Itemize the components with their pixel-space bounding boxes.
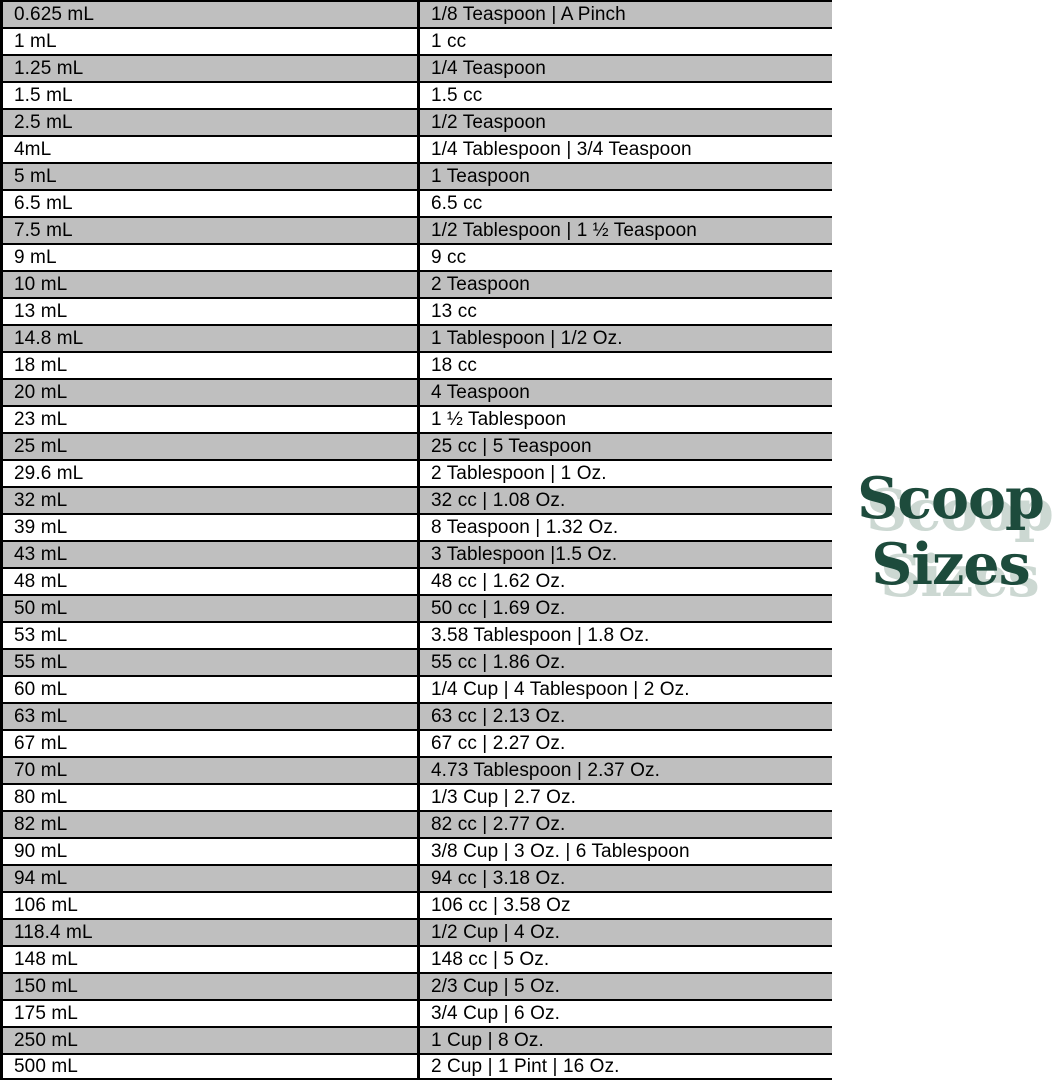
ml-cell: 23 mL [0, 407, 420, 432]
table-row [0, 756, 832, 783]
ml-cell: 10 mL [0, 272, 420, 297]
table-row [0, 135, 832, 162]
ml-cell: 25 mL [0, 434, 420, 459]
ml-cell: 1.25 mL [0, 56, 420, 81]
conversion-cell: 4.73 Tablespoon | 2.37 Oz. [431, 759, 661, 781]
ml-cell: 20 mL [0, 380, 420, 405]
ml-cell: 90 mL [0, 839, 420, 864]
ml-cell: 53 mL [0, 623, 420, 648]
conversion-cell: 2 Cup | 1 Pint | 16 Oz. [431, 1055, 620, 1077]
ml-cell: 48 mL [0, 569, 420, 594]
ml-cell: 175 mL [0, 1001, 420, 1026]
table-row [0, 189, 832, 216]
conversion-cell: 1/2 Tablespoon | 1 ½ Teaspoon [431, 219, 697, 241]
ml-cell: 63 mL [0, 704, 420, 729]
ml-cell: 148 mL [0, 947, 420, 972]
table-row [0, 513, 832, 540]
conversion-cell: 67 cc | 2.27 Oz. [431, 732, 566, 754]
ml-cell: 39 mL [0, 515, 420, 540]
conversion-cell: 32 cc | 1.08 Oz. [431, 489, 566, 511]
ml-cell: 70 mL [0, 758, 420, 783]
table-row [0, 999, 832, 1026]
ml-cell: 0.625 mL [0, 2, 420, 27]
conversion-cell: 1 cc [431, 30, 467, 52]
conversion-cell: 18 cc [431, 354, 477, 376]
table-row [0, 81, 832, 108]
ml-cell: 43 mL [0, 542, 420, 567]
conversion-cell: 106 cc | 3.58 Oz [431, 894, 571, 916]
table-row [0, 783, 832, 810]
ml-cell: 60 mL [0, 677, 420, 702]
table-row [0, 297, 832, 324]
conversion-cell: 1 Cup | 8 Oz. [431, 1029, 544, 1051]
table-row [0, 540, 832, 567]
conversion-cell: 1/4 Tablespoon | 3/4 Teaspoon [431, 138, 692, 160]
ml-cell: 1.5 mL [0, 83, 420, 108]
table-row [0, 0, 832, 27]
ml-cell: 67 mL [0, 731, 420, 756]
ml-cell: 500 mL [0, 1055, 420, 1078]
conversion-cell: 55 cc | 1.86 Oz. [431, 651, 566, 673]
table-row [0, 918, 832, 945]
table-row [0, 405, 832, 432]
conversion-cell: 1/4 Teaspoon [431, 57, 546, 79]
conversion-cell: 1/2 Cup | 4 Oz. [431, 921, 560, 943]
ml-cell: 29.6 mL [0, 461, 420, 486]
conversion-cell: 6.5 cc [431, 192, 483, 214]
table-row [0, 837, 832, 864]
table-row [0, 351, 832, 378]
conversion-cell: 63 cc | 2.13 Oz. [431, 705, 566, 727]
table-row [0, 1026, 832, 1053]
conversion-cell: 1/2 Teaspoon [431, 111, 546, 133]
conversion-cell: 50 cc | 1.69 Oz. [431, 597, 566, 619]
table-row [0, 891, 832, 918]
conversion-cell: 13 cc [431, 300, 477, 322]
table-row [0, 945, 832, 972]
ml-cell: 55 mL [0, 650, 420, 675]
ml-cell: 7.5 mL [0, 218, 420, 243]
table-row [0, 972, 832, 999]
conversion-cell: 1 Teaspoon [431, 165, 530, 187]
conversion-cell: 2 Tablespoon | 1 Oz. [431, 462, 607, 484]
table-row [0, 864, 832, 891]
ml-cell: 2.5 mL [0, 110, 420, 135]
table-row [0, 702, 832, 729]
table-row [0, 270, 832, 297]
table-row [0, 108, 832, 135]
table-row [0, 162, 832, 189]
conversion-cell: 1 ½ Tablespoon [431, 408, 567, 430]
conversion-cell: 9 cc [431, 246, 467, 268]
conversion-cell: 1/3 Cup | 2.7 Oz. [431, 786, 576, 808]
conversion-cell: 4 Teaspoon [431, 381, 530, 403]
ml-cell: 94 mL [0, 866, 420, 891]
table-row [0, 486, 832, 513]
table-row [0, 378, 832, 405]
conversion-cell: 8 Teaspoon | 1.32 Oz. [431, 516, 619, 538]
table-row [0, 216, 832, 243]
conversion-cell: 2 Teaspoon [431, 273, 530, 295]
table-row [0, 459, 832, 486]
table-row [0, 27, 832, 54]
ml-cell: 118.4 mL [0, 920, 420, 945]
conversion-cell: 3/4 Cup | 6 Oz. [431, 1002, 560, 1024]
ml-cell: 250 mL [0, 1028, 420, 1053]
logo-line-sizes: Sizes [871, 531, 1030, 598]
table-row [0, 324, 832, 351]
table-row [0, 243, 832, 270]
table-row [0, 1053, 832, 1080]
ml-cell: 13 mL [0, 299, 420, 324]
table-row [0, 648, 832, 675]
conversion-cell: 1.5 cc [431, 84, 483, 106]
conversion-cell: 2/3 Cup | 5 Oz. [431, 975, 560, 997]
conversion-cell: 3.58 Tablespoon | 1.8 Oz. [431, 624, 650, 646]
conversion-cell: 3/8 Cup | 3 Oz. | 6 Tablespoon [431, 840, 690, 862]
conversion-cell: 1 Tablespoon | 1/2 Oz. [431, 327, 623, 349]
table-row [0, 729, 832, 756]
ml-cell: 18 mL [0, 353, 420, 378]
ml-cell: 150 mL [0, 974, 420, 999]
table-row [0, 675, 832, 702]
logo-line-scoop: Scoop [857, 465, 1044, 532]
ml-cell: 80 mL [0, 785, 420, 810]
conversion-cell: 148 cc | 5 Oz. [431, 948, 550, 970]
ml-cell: 4mL [0, 137, 420, 162]
ml-cell: 1 mL [0, 29, 420, 54]
conversion-cell: 82 cc | 2.77 Oz. [431, 813, 566, 835]
conversion-cell: 25 cc | 5 Teaspoon [431, 435, 592, 457]
ml-cell: 5 mL [0, 164, 420, 189]
table-row [0, 432, 832, 459]
ml-cell: 32 mL [0, 488, 420, 513]
conversion-cell: 94 cc | 3.18 Oz. [431, 867, 566, 889]
conversion-cell: 3 Tablespoon |1.5 Oz. [431, 543, 618, 565]
scoop-sizes-logo [838, 466, 1063, 598]
conversion-cell: 1/8 Teaspoon | A Pinch [431, 3, 626, 25]
table-row [0, 621, 832, 648]
table-row [0, 810, 832, 837]
ml-cell: 9 mL [0, 245, 420, 270]
table-row [0, 594, 832, 621]
ml-cell: 50 mL [0, 596, 420, 621]
ml-cell: 6.5 mL [0, 191, 420, 216]
table-row [0, 567, 832, 594]
conversion-cell: 1/4 Cup | 4 Tablespoon | 2 Oz. [431, 678, 690, 700]
ml-cell: 14.8 mL [0, 326, 420, 351]
ml-cell: 82 mL [0, 812, 420, 837]
ml-cell: 106 mL [0, 893, 420, 918]
table-row [0, 54, 832, 81]
conversion-cell: 48 cc | 1.62 Oz. [431, 570, 566, 592]
